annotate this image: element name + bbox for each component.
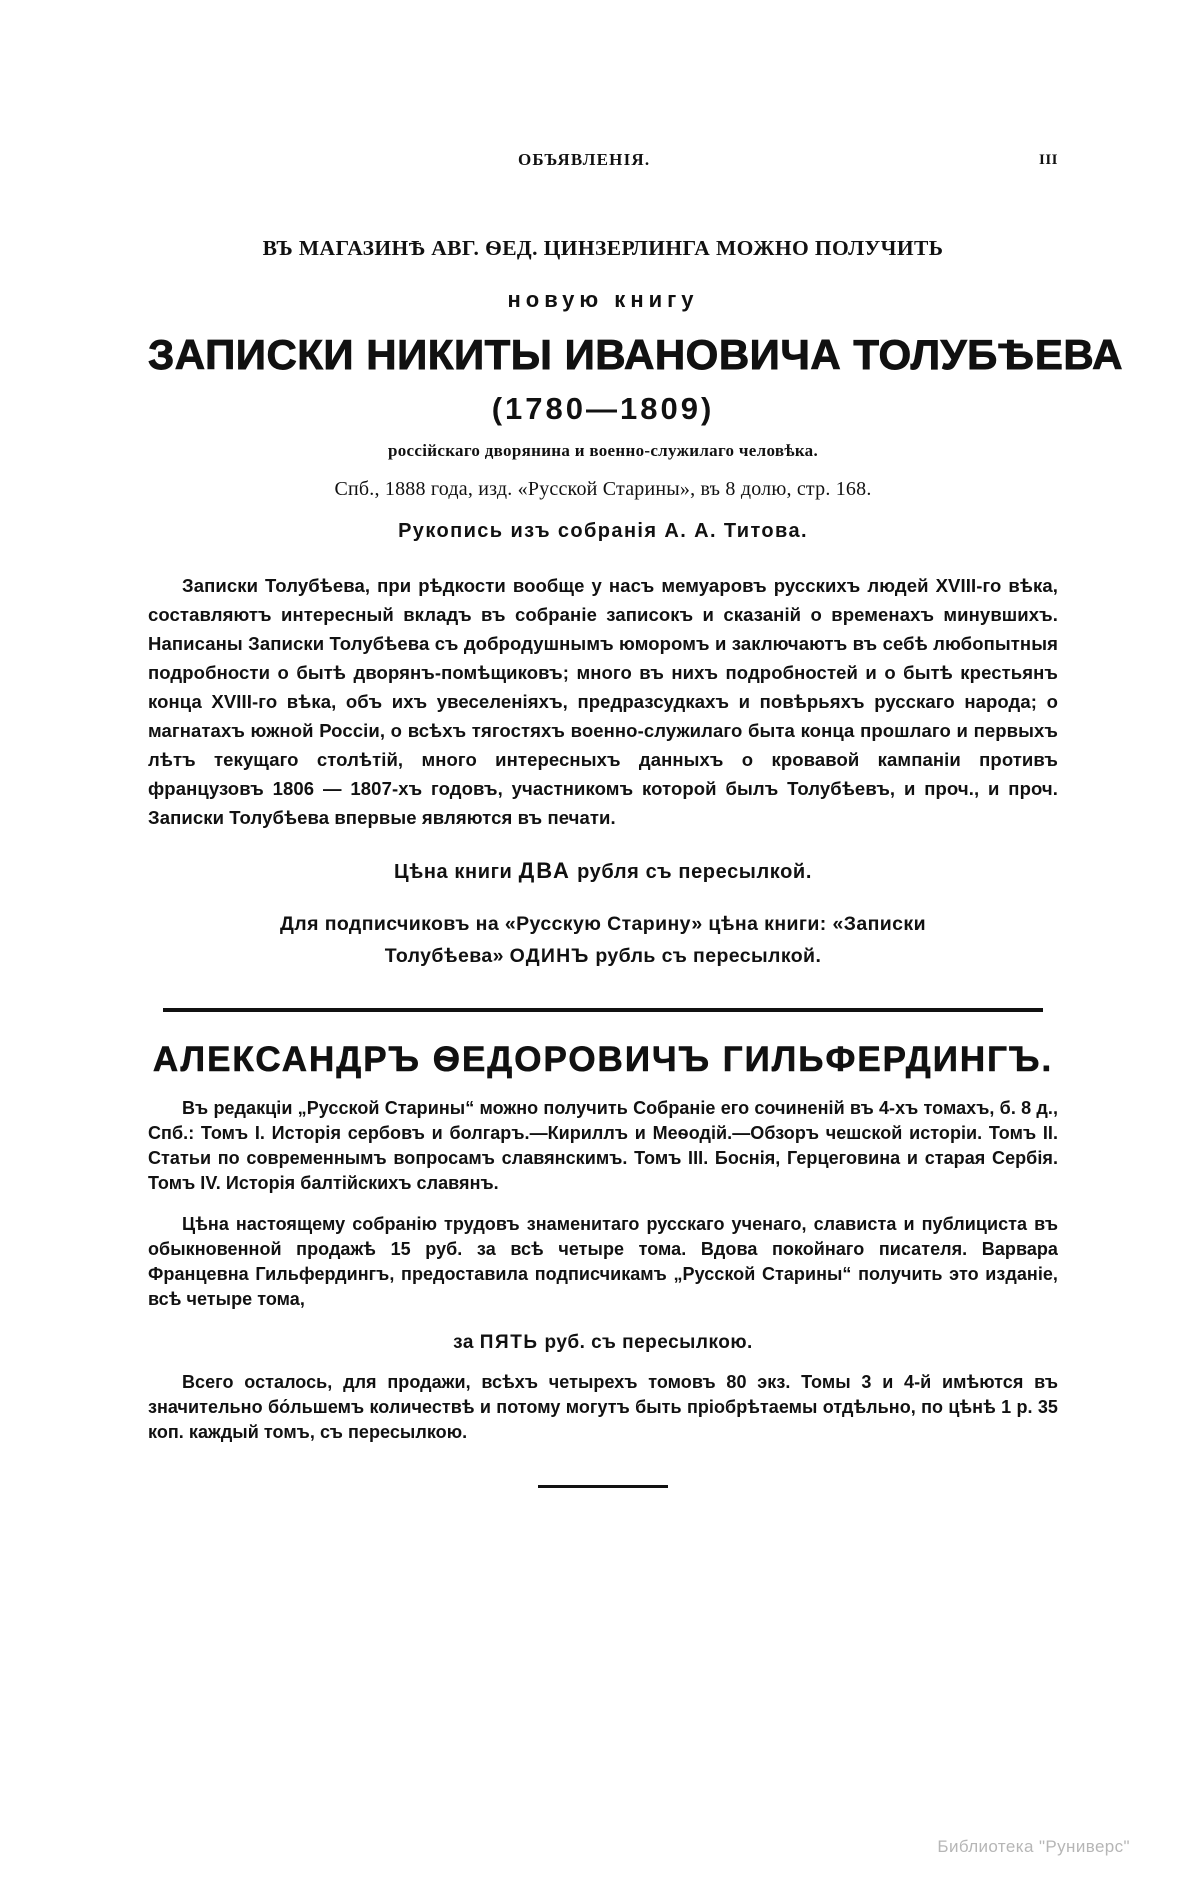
library-watermark: Библиотека "Руниверс" xyxy=(937,1837,1130,1856)
advertisement-2-price-prefix: за xyxy=(453,1332,474,1353)
advertisement-2-paragraph-3-text: Всего осталось, для продажи, всѣхъ четырехъ томовъ 80 экз. Томы 3 и 4-й имѣются въ значительно бо́льшемъ количествѣ и потому могутъ быть пріобрѣтаемы отдѣльно, по цѣнѣ 1 р. 35 коп. каждый томъ, съ пересылкою. xyxy=(148,1372,1058,1442)
advertisement-2-title: АЛЕКСАНДРЪ ѲЕДОРОВИЧЪ ГИЛЬФЕРДИНГЪ. xyxy=(152,1040,1054,1079)
advertisement-1-body-text: Записки Толубѣева, при рѣдкости вообще у насъ мемуаровъ русскихъ людей XVIII-го вѣка, составляютъ интересный вкладъ въ собраніе записокъ и сказаній о временахъ минувшихъ. Написаны Записки Толубѣева съ добродушнымъ юморомъ и заключаютъ въ себѣ любопытныя подробности о бытѣ дворянъ-помѣщиковъ; много въ нихъ подробностей и о бытѣ крестьянъ конца XVIII-го вѣка, объ ихъ увеселеніяхъ, предразсудкахъ и повѣрьяхъ русскаго народа; о магнатахъ южной Россіи, о всѣхъ тягостяхъ военно-служилаго быта конца прошлаго и первыхъ лѣтъ текущаго столѣтій, много интересныхъ данныхъ о кровавой кампаніи противъ французовъ 1806 — 1807-хъ годовъ, участникомъ которой былъ Толубѣевъ, и проч., и проч. Записки Толубѣева впервые являются въ печати. xyxy=(148,575,1058,828)
page-content xyxy=(148,150,1123,1488)
subscriber-price-book: Толубѣева» xyxy=(384,945,504,967)
advertisement-2-paragraph-2-text: Цѣна настоящему собранію трудовъ знаменитаго русскаго ученаго, слависта и публициста въ обыкновенной продажѣ 15 руб. за всѣ четыре тома. Вдова покойнаго писателя. Варвара Францевна Гильфердингъ, предоставила подписчикамъ „Русской Старины“ получить это изданіе, всѣ четыре тома, xyxy=(148,1214,1058,1309)
page-number: III xyxy=(1038,152,1058,168)
advertisement-2-paragraph-2 xyxy=(148,1212,1058,1312)
subscriber-price-suffix: рубль съ пересылкой. xyxy=(595,945,822,967)
advertisement-2-price-line xyxy=(148,1332,1058,1354)
book-title: ЗАПИСКИ НИКИТЫ ИВАНОВИЧА ТОЛУБѢЕВА xyxy=(148,331,1123,378)
price-prefix: Цѣна книги xyxy=(393,861,513,883)
book-years: (1780—1809) xyxy=(491,391,715,426)
price-amount: ДВА xyxy=(518,858,571,883)
subscriber-price-block xyxy=(148,908,1058,972)
advertisement-2-paragraph-3 xyxy=(148,1370,1058,1445)
advertisement-2-paragraph-1 xyxy=(148,1096,1058,1196)
advertisement-block-2 xyxy=(148,1040,1058,1488)
subscriber-price-line-1: Для подписчиковъ на «Русскую Старину» цѣна книги: «Записки xyxy=(280,913,926,935)
advertisement-2-price-suffix: руб. съ пересылкою. xyxy=(544,1332,753,1353)
advertisement-block-1 xyxy=(148,236,1123,543)
book-imprint: Спб., 1888 года, изд. «Русской Старины», въ 8 долю, стр. 168. xyxy=(334,478,872,500)
subscriber-price-line-2 xyxy=(148,940,1058,972)
running-head-title: ОБЪЯВЛЕНІЯ. xyxy=(518,150,651,169)
advertisement-2-paragraph-1-text: Въ редакціи „Русской Старины“ можно получить Собраніе его сочиненій въ 4-хъ томахъ, б. 8 д., Спб.: Томъ I. Исторія сербовъ и болгаръ.—Кириллъ и Меѳодій.—Обзоръ чешской исторіи. Томъ II. Статьи по современнымъ вопросамъ славянскимъ. Томъ III. Боснія, Герцеговина и старая Сербія. Томъ IV. Исторія балтійскихъ славянъ. xyxy=(148,1098,1058,1193)
price-line xyxy=(148,858,1058,884)
subscriber-price-amount: ОДИНЪ xyxy=(509,945,590,967)
store-line: ВЪ МАГАЗИНѢ АВГ. ѲЕД. ЦИНЗЕРЛИНГА МОЖНО ПОЛУЧИТЬ xyxy=(262,236,944,260)
new-book-line: новую книгу xyxy=(507,287,699,312)
book-subtitle: россійскаго дворянина и военно-служилаго человѣка. xyxy=(387,441,819,460)
running-head xyxy=(148,150,1058,184)
end-ornament-rule xyxy=(538,1485,668,1488)
manuscript-note: Рукопись изъ собранія А. А. Титова. xyxy=(398,520,808,542)
advertisement-1-body xyxy=(148,571,1058,832)
section-divider xyxy=(163,1008,1043,1012)
price-suffix: рубля съ пересылкой. xyxy=(577,861,812,883)
advertisement-2-price-amount: ПЯТЬ xyxy=(479,1332,539,1353)
